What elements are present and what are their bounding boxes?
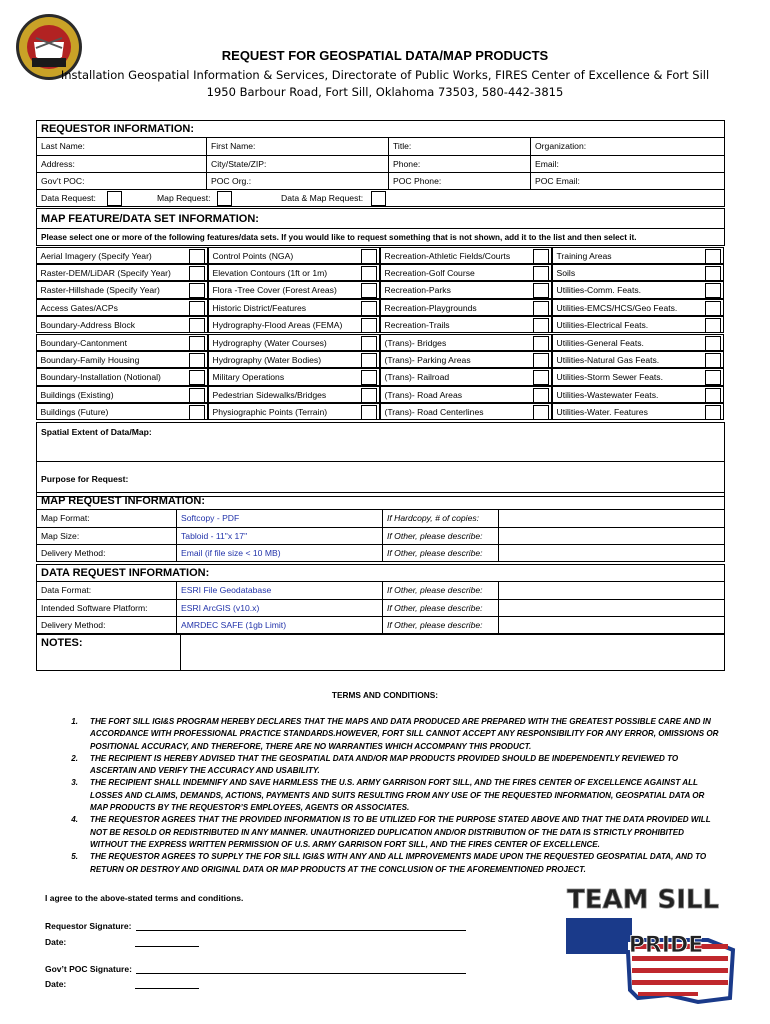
requestor-date-row: [45, 936, 199, 947]
data-request-heading: DATA REQUEST INFORMATION:: [37, 565, 725, 582]
data-delivery-label: Delivery Method:: [37, 616, 177, 633]
feature-option[interactable]: [208, 299, 380, 316]
data-delivery-note: If Other, please describe:: [383, 616, 499, 633]
feature-option-label: (Trans)- Bridges: [384, 337, 447, 348]
feature-option-checkbox[interactable]: [189, 370, 205, 385]
terms-heading: TERMS AND CONDITIONS:: [331, 690, 439, 700]
feature-option-checkbox[interactable]: [361, 388, 377, 403]
feature-option-checkbox[interactable]: [361, 318, 377, 333]
data-map-request-checkbox[interactable]: [371, 191, 386, 206]
feature-option-label: Physiographic Points (Terrain): [212, 407, 328, 418]
feature-option[interactable]: [380, 403, 552, 420]
notes-input[interactable]: [181, 635, 725, 671]
feature-option[interactable]: [36, 281, 208, 298]
map-size-other-input[interactable]: [499, 527, 725, 544]
feature-option[interactable]: [552, 403, 724, 420]
map-size-note: If Other, please describe:: [383, 527, 499, 544]
feature-option-checkbox[interactable]: [705, 318, 721, 333]
data-map-request-label: Data & Map Request:: [281, 193, 364, 204]
software-platform-label: Intended Software Platform:: [37, 599, 177, 616]
feature-option[interactable]: [208, 247, 380, 264]
terms-item-number: 5.: [71, 852, 78, 862]
feature-option-checkbox[interactable]: [533, 283, 549, 298]
requestor-signature-row: [45, 920, 466, 931]
poc-signature-label: Gov’t POC Signature:: [45, 964, 132, 974]
feature-option-label: Buildings (Future): [40, 407, 109, 418]
terms-item: [60, 814, 720, 851]
feature-option-checkbox[interactable]: [705, 249, 721, 264]
feature-option[interactable]: [208, 368, 380, 385]
feature-option-checkbox[interactable]: [361, 266, 377, 281]
feature-option-checkbox[interactable]: [705, 405, 721, 420]
data-delivery-select[interactable]: AMRDEC SAFE (1gb Limit): [177, 616, 383, 633]
feature-option[interactable]: [380, 351, 552, 368]
logo-team-sill-text: TEAM SILL: [566, 885, 720, 915]
feature-option-label: Military Operations: [212, 372, 285, 383]
terms-item-text: THE RECIPIENT IS HEREBY ADVISED THAT THE GEOSPATIAL DATA AND/OR MAP PRODUCTS PROVIDED SHOULD BE INDEPENDENTLY REVIEWED TO ASCERTAIN AND VERIFY THE ACCURACY AND USABILITY.: [90, 753, 679, 776]
software-platform-other-input[interactable]: [499, 599, 725, 616]
city-state-zip-field[interactable]: City/State/ZIP:: [207, 155, 389, 172]
feature-option[interactable]: [208, 351, 380, 368]
data-format-other-input[interactable]: [499, 582, 725, 599]
feature-option[interactable]: [380, 247, 552, 264]
map-delivery-note: If Other, please describe:: [383, 544, 499, 561]
software-platform-note: If Other, please describe:: [383, 599, 499, 616]
feature-option-label: Raster-DEM/LiDAR (Specify Year): [40, 267, 171, 278]
feature-option-checkbox[interactable]: [189, 318, 205, 333]
feature-option-label: Utilities-General Feats.: [556, 337, 644, 348]
feature-option[interactable]: [36, 403, 208, 420]
terms-item: [60, 716, 720, 753]
feature-option-checkbox[interactable]: [189, 388, 205, 403]
feature-option[interactable]: [36, 386, 208, 403]
terms-item-number: 4.: [71, 815, 78, 825]
poc-signature-line[interactable]: [136, 963, 466, 974]
feature-option[interactable]: [36, 264, 208, 281]
feature-option[interactable]: [36, 299, 208, 316]
map-request-heading: MAP REQUEST INFORMATION:: [37, 493, 725, 510]
features-table: [36, 208, 725, 246]
feature-option-checkbox[interactable]: [189, 353, 205, 368]
terms-item-number: 1.: [71, 717, 78, 726]
data-format-note: If Other, please describe:: [383, 582, 499, 599]
feature-option-checkbox[interactable]: [189, 405, 205, 420]
feature-option-label: Recreation-Athletic Fields/Courts: [384, 250, 511, 261]
feature-option-label: (Trans)- Parking Areas: [384, 354, 471, 365]
requestor-table: [36, 120, 725, 207]
poc-date-line[interactable]: [135, 978, 199, 989]
govt-poc-field[interactable]: Gov’t POC:: [37, 172, 207, 189]
requestor-date-label: Date:: [45, 937, 67, 947]
feature-option[interactable]: [208, 334, 380, 351]
feature-option[interactable]: [36, 316, 208, 333]
feature-option-label: (Trans)- Railroad: [384, 372, 450, 383]
data-request-checkbox[interactable]: [107, 191, 122, 206]
feature-option[interactable]: [380, 368, 552, 385]
feature-option-label: Boundary-Family Housing: [40, 354, 140, 365]
feature-option-checkbox[interactable]: [361, 283, 377, 298]
notes-table: [36, 634, 725, 671]
feature-option[interactable]: [552, 247, 724, 264]
feature-option-label: Raster-Hillshade (Specify Year): [40, 285, 160, 296]
notes-heading: NOTES:: [37, 635, 181, 671]
map-format-label: Map Format:: [37, 510, 177, 527]
feature-option-label: Training Areas: [556, 250, 612, 261]
feature-option-checkbox[interactable]: [533, 405, 549, 420]
feature-option-checkbox[interactable]: [533, 318, 549, 333]
feature-option-checkbox[interactable]: [533, 388, 549, 403]
feature-option[interactable]: [552, 299, 724, 316]
feature-option-label: Recreation-Playgrounds: [384, 302, 477, 313]
team-sill-pride-logo: [548, 880, 738, 1005]
map-format-select[interactable]: Softcopy - PDF: [177, 510, 383, 527]
feature-option-checkbox[interactable]: [361, 405, 377, 420]
requestor-heading: REQUESTOR INFORMATION:: [37, 121, 725, 138]
terms-item: [60, 777, 720, 814]
data-request-label: Data Request:: [41, 193, 96, 204]
map-request-label: Map Request:: [157, 193, 211, 204]
feature-option[interactable]: [552, 351, 724, 368]
feature-option[interactable]: [36, 334, 208, 351]
email-field[interactable]: Email:: [531, 155, 725, 172]
feature-option[interactable]: [380, 264, 552, 281]
page-title: REQUEST FOR GEOSPATIAL DATA/MAP PRODUCTS: [221, 48, 549, 63]
feature-option[interactable]: [380, 316, 552, 333]
feature-option[interactable]: [552, 316, 724, 333]
feature-option-label: Historic District/Features: [212, 302, 307, 313]
map-request-table: [36, 492, 725, 562]
feature-option-label: Buildings (Existing): [40, 389, 114, 400]
terms-item: [60, 753, 720, 778]
feature-option-checkbox[interactable]: [533, 301, 549, 316]
feature-option[interactable]: [208, 386, 380, 403]
feature-option-label: Hydrography (Water Bodies): [212, 354, 322, 365]
map-delivery-select[interactable]: Email (if file size < 10 MB): [177, 544, 383, 561]
feature-option-checkbox[interactable]: [361, 336, 377, 351]
feature-option[interactable]: [380, 386, 552, 403]
feature-option-checkbox[interactable]: [189, 301, 205, 316]
feature-option-checkbox[interactable]: [533, 336, 549, 351]
terms-item-text: THE REQUESTOR AGREES THAT THE PROVIDED INFORMATION IS TO BE UTILIZED FOR THE PURPOSE STATED ABOVE AND THAT THE DATA PROVIDED WILL NOT BE RESOLD OR REDISTRIBUTED IN ANY MANNER. UNAUTHORIZED DUPLICATION AND/OR DISTRIBUTION OF THE DATA IS STRICTLY PROHIBITED WITHOUT THE EXPRESS WRITTEN PERMISSION OF U.S. ARMY GARRISON FORT SILL, AND THE FIRES CENTER OF EXCELLENCE.: [90, 815, 711, 849]
agree-statement: I agree to the above-stated terms and conditions.: [45, 893, 244, 903]
feature-option-label: Flora -Tree Cover (Forest Areas): [212, 285, 337, 296]
poc-phone-field[interactable]: POC Phone:: [389, 172, 531, 189]
feature-option-label: Utilities-Wastewater Feats.: [556, 389, 659, 400]
feature-option-label: Pedestrian Sidewalks/Bridges: [212, 389, 327, 400]
feature-option[interactable]: [208, 403, 380, 420]
feature-option-checkbox[interactable]: [533, 266, 549, 281]
feature-option-label: Boundary-Address Block: [40, 320, 136, 331]
feature-option[interactable]: [208, 316, 380, 333]
feature-option-label: Hydrography (Water Courses): [212, 337, 327, 348]
spatial-extent-field[interactable]: Spatial Extent of Data/Map:: [37, 423, 725, 462]
requestor-signature-line[interactable]: [136, 920, 466, 931]
terms-item: [60, 851, 720, 876]
map-format-other-input[interactable]: [499, 510, 725, 527]
header-address-line: 1950 Barbour Road, Fort Sill, Oklahoma 73503, 580-442-3815: [206, 85, 564, 99]
last-name-field[interactable]: Last Name:: [37, 138, 207, 155]
feature-option-label: Recreation-Trails: [384, 320, 450, 331]
feature-option-label: Boundary-Cantonment: [40, 337, 127, 348]
data-request-table: [36, 564, 725, 634]
feature-option-label: Soils: [556, 267, 576, 278]
feature-option-checkbox[interactable]: [705, 283, 721, 298]
feature-option[interactable]: [552, 386, 724, 403]
first-name-field[interactable]: First Name:: [207, 138, 389, 155]
feature-option[interactable]: [552, 368, 724, 385]
feature-option[interactable]: [36, 247, 208, 264]
map-size-label: Map Size:: [37, 527, 177, 544]
features-heading: MAP FEATURE/DATA SET INFORMATION:: [37, 209, 725, 229]
terms-item-text: THE RECIPIENT SHALL INDEMNIFY AND SAVE HARMLESS THE U.S. ARMY GARRISON FORT SILL, AND THE FIRES CENTER OF EXCELLENCE AGAINST ALL LOSSES AND CLAIMS, DEMANDS, ACTIONS, PAYMENTS AND SUITS RESULTING FROM ANY USE OF THE REQUESTED INFORMATION, GEOSPATIAL DATA OR MAP PRODUCTS BY THE REQUESTOR’S EMPLOYEES, AGENTS OR ASSOCIATES.: [90, 778, 705, 813]
feature-option-checkbox[interactable]: [705, 266, 721, 281]
feature-option-label: Boundary-Installation (Notional): [40, 372, 161, 383]
feature-option-label: Control Points (NGA): [212, 250, 294, 261]
feature-option-label: Recreation-Parks: [384, 285, 451, 296]
feature-option-label: Utilities-Water. Features: [556, 407, 648, 418]
address-field[interactable]: Address:: [37, 155, 207, 172]
map-size-select[interactable]: Tabloid - 11"x 17": [177, 527, 383, 544]
feature-option-label: Utilities-Electrical Feats.: [556, 320, 649, 331]
requestor-signature-label: Requestor Signature:: [45, 921, 132, 931]
feature-option-label: (Trans)- Road Areas: [384, 389, 463, 400]
feature-option[interactable]: [208, 281, 380, 298]
feature-option-checkbox[interactable]: [361, 370, 377, 385]
map-delivery-other-input[interactable]: [499, 544, 725, 561]
feature-option[interactable]: [552, 334, 724, 351]
feature-option-checkbox[interactable]: [705, 336, 721, 351]
feature-option-checkbox[interactable]: [533, 249, 549, 264]
feature-option[interactable]: [208, 264, 380, 281]
logo-pride-text: PRIDE: [628, 933, 704, 958]
feature-option-checkbox[interactable]: [361, 301, 377, 316]
feature-option-label: (Trans)- Road Centerlines: [384, 407, 484, 418]
feature-option-label: Aerial Imagery (Specify Year): [40, 250, 152, 261]
feature-option-label: Utilities-Natural Gas Feats.: [556, 354, 660, 365]
feature-option-checkbox[interactable]: [533, 370, 549, 385]
poc-date-row: [45, 978, 199, 989]
feature-option-checkbox[interactable]: [189, 283, 205, 298]
terms-item-text: THE REQUESTOR AGREES TO SUPPLY THE FOR SILL IGI&S WITH ANY AND ALL IMPROVEMENTS MADE UPON THE REQUESTED GEOSPATIAL DATA, AND TO RETURN OR DESTROY AND ORIGINAL DATA OR MAP PRODUCTS AT THE CONCLUSION OF THE AFOREMENTIONED PROJECT.: [90, 852, 707, 874]
feature-option-checkbox[interactable]: [533, 353, 549, 368]
data-format-label: Data Format:: [37, 582, 177, 599]
title-field[interactable]: Title:: [389, 138, 531, 155]
feature-option-checkbox[interactable]: [705, 388, 721, 403]
feature-option[interactable]: [380, 299, 552, 316]
feature-option[interactable]: [552, 264, 724, 281]
poc-date-label: Date:: [45, 979, 67, 989]
feature-option-checkbox[interactable]: [361, 353, 377, 368]
feature-option[interactable]: [36, 351, 208, 368]
feature-option-checkbox[interactable]: [705, 353, 721, 368]
feature-option-checkbox[interactable]: [189, 249, 205, 264]
features-instructions: Please select one or more of the following features/data sets. If you would like to request something that is not shown, add it to the list and then select it.: [37, 229, 725, 246]
feature-option-checkbox[interactable]: [189, 336, 205, 351]
feature-option-checkbox[interactable]: [705, 370, 721, 385]
feature-option-label: Access Gates/ACPs: [40, 302, 118, 313]
data-delivery-other-input[interactable]: [499, 616, 725, 633]
feature-option-label: Recreation-Golf Course: [384, 267, 475, 278]
feature-option[interactable]: [36, 368, 208, 385]
purpose-field[interactable]: Purpose for Request:: [37, 462, 725, 497]
map-format-note: If Hardcopy, # of copies:: [383, 510, 499, 527]
poc-signature-row: [45, 963, 466, 974]
feature-option-checkbox[interactable]: [361, 249, 377, 264]
feature-option-label: Elevation Contours (1ft or 1m): [212, 267, 328, 278]
header-org-line: Installation Geospatial Information & Services, Directorate of Public Works, FIRES Center of Excellence & Fort Sill: [60, 68, 710, 82]
feature-option-label: Hydrography-Flood Areas (FEMA): [212, 320, 343, 331]
organization-field[interactable]: Organization:: [531, 138, 725, 155]
poc-email-field[interactable]: POC Email:: [531, 172, 725, 189]
spatial-purpose-table: [36, 422, 725, 497]
feature-option[interactable]: [380, 281, 552, 298]
feature-option[interactable]: [552, 281, 724, 298]
map-delivery-label: Delivery Method:: [37, 544, 177, 561]
feature-option-label: Utilities-Storm Sewer Feats.: [556, 372, 663, 383]
feature-option-label: Utilities-EMCS/HCS/Geo Feats.: [556, 302, 678, 313]
feature-option-checkbox[interactable]: [189, 266, 205, 281]
map-request-checkbox[interactable]: [217, 191, 232, 206]
terms-item-text: THE FORT SILL IGI&S PROGRAM HEREBY DECLARES THAT THE MAPS AND DATA PRODUCED ARE PREPARED WITH THE GREATEST POSSIBLE CARE AND IN ACCORDANCE WITH PROFESSIONAL PRACTICE STANDARDS.HOWEVER, FORT SILL CANNOT ACCEPT ANY RESPONSIBILITY FOR ANY ERROR, OMISSIONS OR POSITIONAL ACCURACY, AND THEREFORE, THERE ARE NO WARRANTIES WHICH ACCOMPANY THIS PRODUCT.: [90, 717, 719, 751]
feature-option-checkbox[interactable]: [705, 301, 721, 316]
feature-option-label: Utilities-Comm. Feats.: [556, 285, 642, 296]
terms-list: [60, 716, 720, 876]
poc-org-field[interactable]: POC Org.:: [207, 172, 389, 189]
terms-item-number: 2.: [71, 753, 78, 763]
phone-field[interactable]: Phone:: [389, 155, 531, 172]
feature-option[interactable]: [380, 334, 552, 351]
data-format-select[interactable]: ESRI File Geodatabase: [177, 582, 383, 599]
requestor-date-line[interactable]: [135, 936, 199, 947]
software-platform-select[interactable]: ESRI ArcGIS (v10.x): [177, 599, 383, 616]
terms-item-number: 3.: [71, 778, 78, 788]
